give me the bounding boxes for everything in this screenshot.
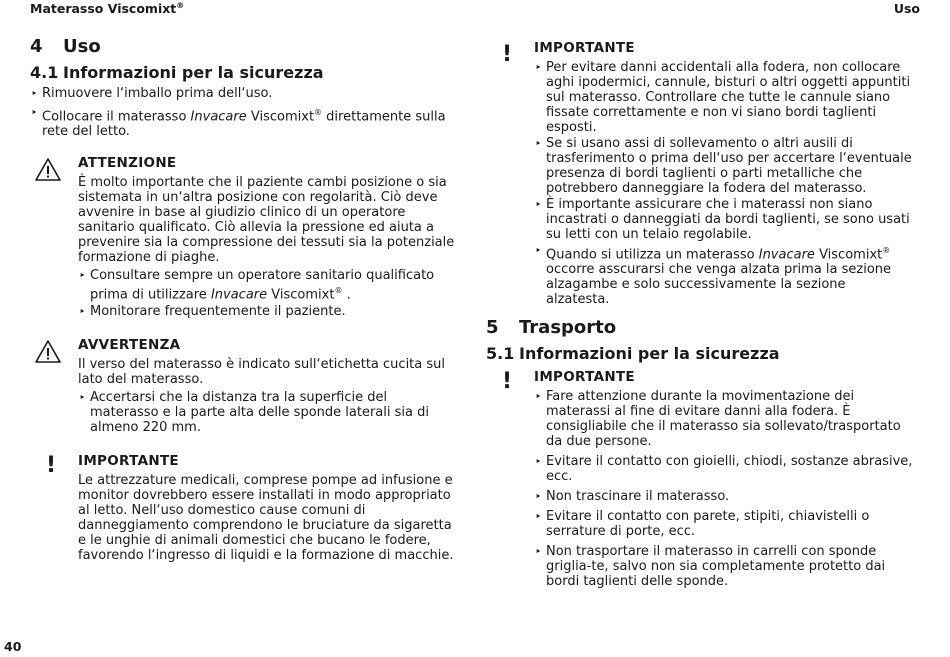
important-notice [486,40,913,307]
right-column [486,34,913,594]
caution-notice [30,155,455,318]
section-heading: 4.1 Informazioni per la sicurezza [30,63,324,82]
warning-notice [30,337,455,435]
notice-title: ATTENZIONE [78,155,177,172]
notice-text: Il verso del materasso è indicato sull‘etichetta cucita sul lato del materasso. [78,356,445,387]
list-item: ‣ Evitare il contatto con gioielli, chiodi, sostanze abrasive, ecc. [534,454,913,484]
list-item: ‣ Accertarsi che la distanza tra la superficie del materasso e la parte alta delle sponde laterali sia di almeno 220 mm. [78,390,455,435]
notice-text: È molto importante che il paziente cambi posizione o sia sistemata in un‘altra posizione con regolarità. Ciò deve avvenire in base al giudizio clinico di un operatore sanitario qualificato. Ciò allevia la pressione ed aiuta a prevenire sia la compressione dei tessuti sia la potenziale formazione di piaghe. [78,175,455,266]
notice-list [78,390,455,435]
list-item: ‣ Fare attenzione durante la movimentazione dei materassi al fine di evitare danni alla fodera. È consigliabile che il materasso sia sollevato/trasportato da due persone. [534,389,913,449]
section-heading: 5.1 Informazioni per la sicurezza [486,344,780,364]
notice-title: IMPORTANTE [534,40,635,56]
chapter-heading: 4 Uso [30,36,101,57]
notice-title: IMPORTANTE [534,369,635,386]
exclamation-icon: ! [45,452,57,478]
running-header-title: Materasso Viscomixt® [30,1,185,17]
list-item: ‣ Se si usano assi di sollevamento o altri ausili di trasferimento o prima dell‘uso per accertare l‘eventuale presenza di bordi taglienti o parti metalliche che potrebbero danneggiare la fodera del materasso. [534,136,913,196]
running-header-section: Uso [893,1,920,16]
list-item: ‣ Consultare sempre un operatore sanitario qualificato prima di utilizzare Invacare Viscomixt® . [78,268,455,302]
notice-list [534,389,913,589]
list-item: ‣ Collocare il materasso Invacare Viscomixt® direttamente sulla rete del letto. [30,105,455,139]
notice-list [78,268,455,318]
list-item: ‣ È importante assicurare che i materassi non siano incastrati o danneggiati da bordi taglienti, se sono usati su letti con un telaio regolabile. [534,197,913,242]
list-item: ‣ Non trascinare il materasso. [534,489,913,504]
warning-triangle-icon [34,339,68,364]
list-item: ‣ Non trasportare il materasso in carrelli con sponde griglia-te, salvo non sia completamente protetto dai bordi taglienti delle sponde. [534,544,913,589]
exclamation-icon: ! [501,42,513,67]
list-item: ‣ Evitare il contatto con parete, stipiti, chiavistelli o serrature di porte, ecc. [534,509,913,539]
important-notice [486,369,913,589]
notice-title: IMPORTANTE [78,452,179,469]
list-item: ‣ Rimuovere l‘imballo prima dell‘uso. [30,86,455,101]
list-item: ‣ Per evitare danni accidentali alla fodera, non collocare aghi ipodermici, cannule, bisturi o altri oggetti appuntiti sul materasso. Controllare che tutte le cannule siano fissate correttamente e non vi siano bordi taglienti esposti. [534,60,913,135]
instruction-list [30,86,455,139]
list-item: ‣ Quando si utilizza un materasso Invacare Viscomixt® occorre asscurarsi che venga alzata prima la sezione alzagambe e solo successivamente la sezione alzatesta. [534,243,913,307]
exclamation-icon: ! [501,369,513,395]
list-item: ‣ Monitorare frequentemente il paziente. [78,304,455,319]
warning-triangle-icon [34,157,68,182]
left-column [30,34,455,563]
notice-title: AVVERTENZA [78,336,181,353]
chapter-heading: 5 Trasporto [486,317,617,339]
notice-list [534,60,913,307]
notice-text: Le attrezzature medicali, comprese pompe ad infusione e monitor dovrebbero essere installati in modo appropriato al letto. Nell‘uso domestico cause comuni di danneggiamento comprendono le bruciature da sigaretta e le unghie di animali domestici che bucano le fodere, favorendo l‘ingresso di liquidi e la formazione di macchie. [78,472,454,563]
important-notice [30,453,455,563]
page-number: 40 [4,639,22,654]
